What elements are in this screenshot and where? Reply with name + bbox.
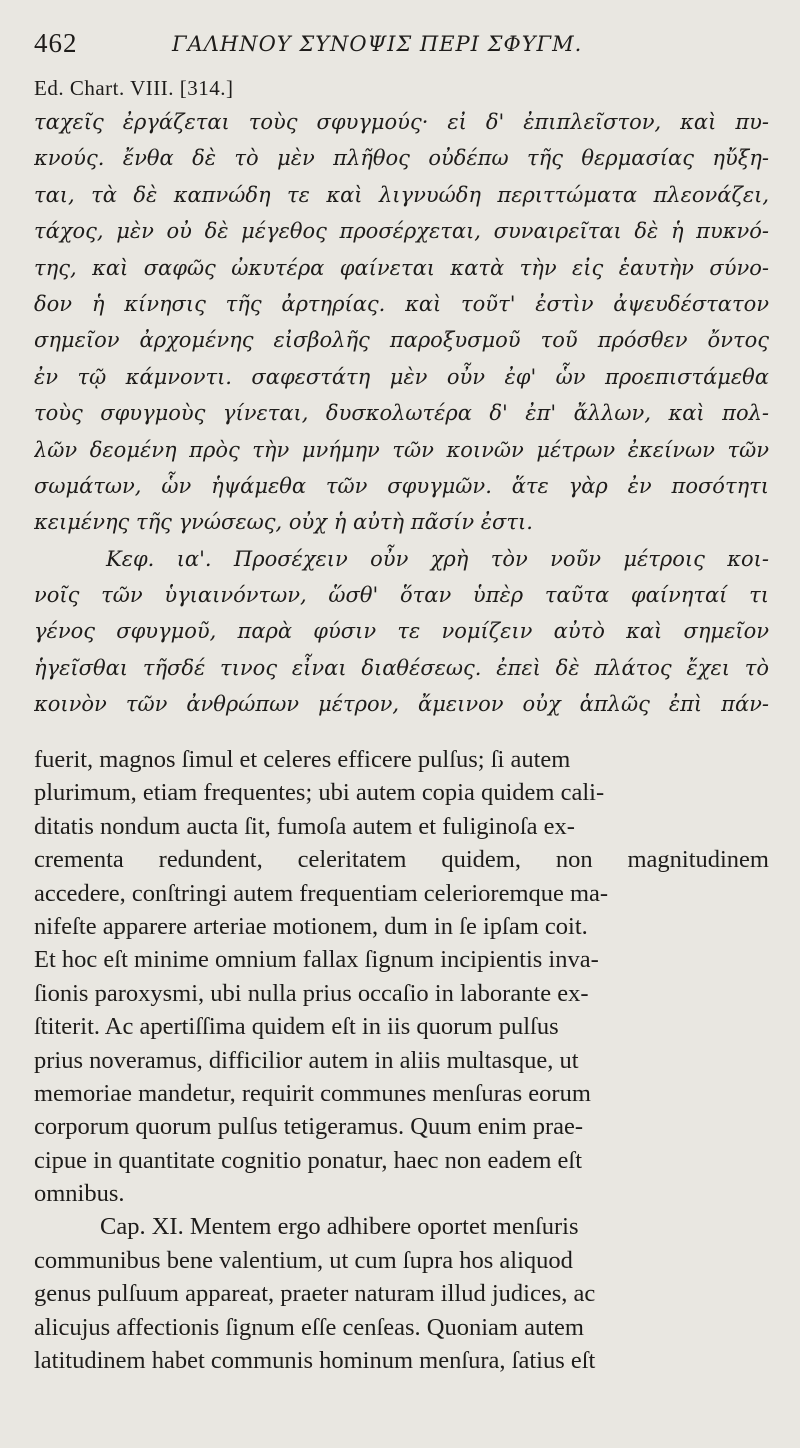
latin-line: Et hoc eſt minime omnium fallax ſignum incipientis inva-: [34, 946, 599, 974]
latin-line: memoriae mandetur, requirit communes menſuras eorum: [34, 1079, 591, 1107]
running-title: ΓΑΛΗΝΟΥ ΣΥΝΟΨΙΣ ΠΕΡΙ ΣΦΥΓΜ.: [172, 32, 583, 56]
greek-line: τάχος, μὲν οὐ δὲ μέγεθος προσέρχεται, συναιρεῖται δὲ ἡ πυκνό-: [34, 219, 769, 244]
page-header: [34, 28, 774, 64]
latin-line: nifeſte apparere arteriae motionem, dum in ſe ipſam coit.: [34, 912, 588, 940]
greek-text-block: [34, 104, 769, 723]
greek-line: δον ἡ κίνησις τῆς ἀρτηρίας. καὶ τοῦτ' ἐστὶν ἀψευδέστατον: [34, 291, 769, 316]
greek-line: ἡγεῖσθαι τῆσδέ τινος εἶναι διαθέσεως. ἐπεὶ δὲ πλάτος ἔχει τὸ: [34, 655, 769, 680]
latin-text-block: [34, 743, 769, 1377]
latin-line: ſtiterit. Ac apertiſſima quidem eſt in iis quorum pulſus: [34, 1013, 559, 1041]
latin-line: alicujus affectionis ſignum eſſe cenſeas. Quoniam autem: [34, 1313, 584, 1341]
latin-line: omnibus.: [34, 1180, 125, 1208]
greek-line: νοῖς τῶν ὑγιαινόντων, ὥσθ' ὅταν ὑπὲρ ταῦτα φαίνηταί τι: [34, 583, 769, 608]
greek-line: σημεῖον ἀρχομένης εἰσβολῆς παροξυσμοῦ τοῦ πρόσθεν ὄντος: [34, 328, 769, 353]
latin-line: plurimum, etiam frequentes; ubi autem copia quidem cali-: [34, 779, 605, 807]
latin-line: corporum quorum pulſus tetigeramus. Quum enim prae-: [34, 1113, 584, 1141]
latin-chapter-heading-line: Cap. XI. Mentem ergo adhibere oportet menſuris: [100, 1213, 579, 1241]
edition-reference: Ed. Chart. VIII. [314.]: [34, 76, 234, 100]
greek-line: κνούς. ἔνθα δὲ τὸ μὲν πλῆθος οὐδέπω τῆς θερμασίας ηὔξη-: [34, 146, 769, 171]
greek-line: της, καὶ σαφῶς ὠκυτέρα φαίνεται κατὰ τὴν εἰς ἑαυτὴν σύνο-: [34, 255, 769, 280]
latin-line: ditatis nondum aucta ſit, fumoſa autem et fuliginoſa ex-: [34, 812, 575, 840]
page-number: 462: [34, 28, 78, 58]
latin-line: cipue in quantitate cognitio ponatur, haec non eadem eſt: [34, 1146, 583, 1174]
greek-chapter-heading-line: Κεφ. ια'. Προσέχειν οὖν χρὴ τὸν νοῦν μέτροις κοι-: [106, 546, 769, 571]
greek-line: κειμένης τῆς γνώσεως, οὐχ ἡ αὐτὴ πᾶσίν ἐστι.: [34, 510, 533, 535]
greek-line: κοινὸν τῶν ἀνθρώπων μέτρον, ἄμεινον οὐχ ἁπλῶς ἐπὶ πάν-: [34, 692, 769, 717]
latin-line: genus pulſuum appareat, praeter naturam illud judices, ac: [34, 1280, 596, 1308]
latin-line: fuerit, magnos ſimul et celeres efficere pulſus; ſi autem: [34, 746, 571, 773]
greek-line: σωμάτων, ὧν ἡψάμεθα τῶν σφυγμῶν. ἅτε γὰρ ἐν ποσότητι: [34, 473, 769, 498]
latin-line: latitudinem habet communis hominum menſura, ſatius eſt: [34, 1347, 596, 1375]
greek-line: ται, τὰ δὲ καπνώδη τε καὶ λιγνυώδη περιττώματα πλεονάζει,: [34, 182, 769, 207]
latin-line: crementa redundent, celeritatem quidem, non magnitudinem: [34, 846, 769, 874]
greek-line: λῶν δεομένη πρὸς τὴν μνήμην τῶν κοινῶν μέτρων ἐκείνων τῶν: [34, 437, 769, 462]
greek-line: ταχεῖς ἐργάζεται τοὺς σφυγμούς· εἰ δ' ἐπιπλεῖστον, καὶ πυ-: [34, 110, 769, 134]
latin-line: accedere, conſtringi autem frequentiam celerioremque ma-: [34, 879, 609, 907]
latin-line: ſionis paroxysmi, ubi nulla prius occaſio in laborante ex-: [34, 979, 589, 1007]
latin-line: communibus bene valentium, ut cum ſupra hos aliquod: [34, 1246, 573, 1274]
greek-line: τοὺς σφυγμοὺς γίνεται, δυσκολωτέρα δ' ἐπ' ἄλλων, καὶ πολ-: [34, 401, 769, 426]
latin-line: prius noveramus, difficilior autem in aliis multasque, ut: [34, 1046, 579, 1074]
greek-line: ἐν τῷ κάμνοντι. σαφεστάτη μὲν οὖν ἐφ' ὧν προεπιστάμεθα: [34, 364, 769, 389]
greek-line: γένος σφυγμοῦ, παρὰ φύσιν τε νομίζειν αὐτὸ καὶ σημεῖον: [34, 619, 769, 644]
